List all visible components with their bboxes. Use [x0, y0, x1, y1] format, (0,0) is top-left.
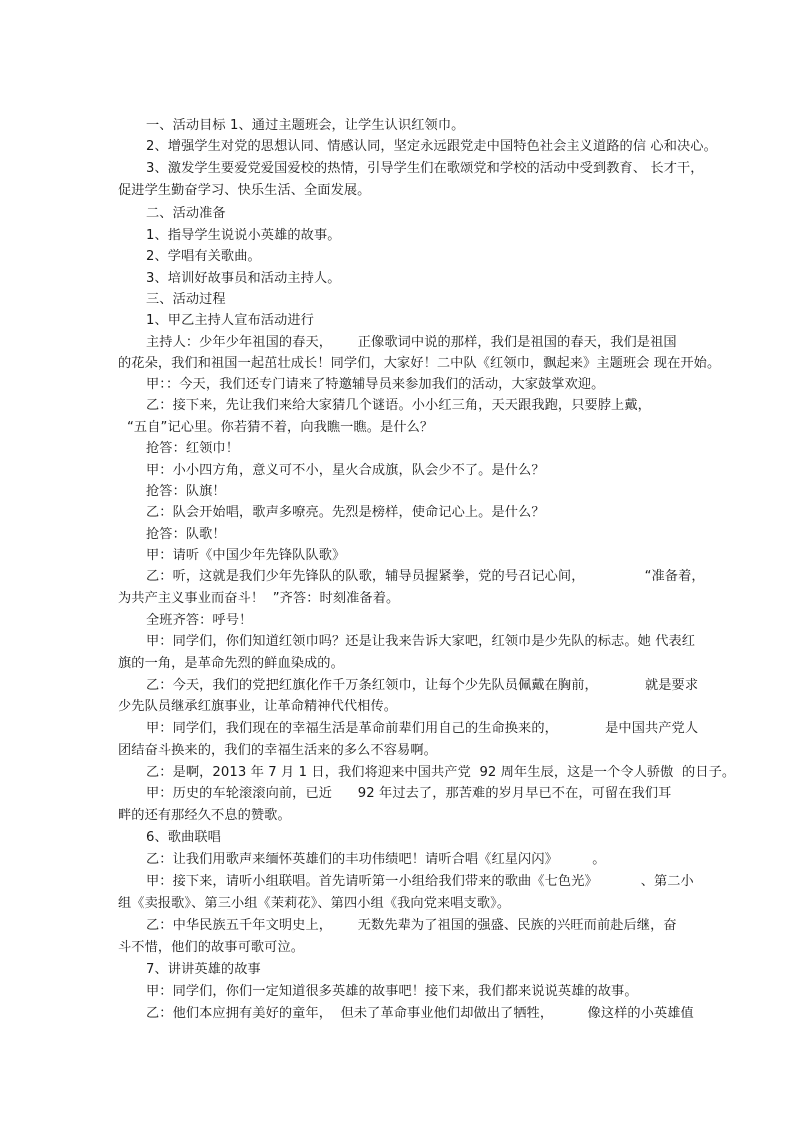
text-line: 斗不惜，他们的故事可歌可泣。 — [118, 940, 305, 955]
text-line: “五自”记心里。你若猜不着，向我瞧一瞧。是什么？ — [127, 420, 434, 435]
text-line: 6、歌曲联唱 — [146, 830, 221, 845]
text-line: 3、激发学生要爱党爱国爱校的热情，引导学生们在歌颂党和学校的活动中受到教育、 长才干， — [146, 161, 704, 176]
text-line: 团结奋斗换来的，我们的幸福生活来的多么不容易啊。 — [118, 743, 437, 758]
text-line: 甲：接下来，请听小组联唱。首先请听第一小组给我们带来的歌曲《七色光》 、第二小 — [146, 874, 694, 889]
text-line: 3、培训好故事员和活动主持人。 — [146, 271, 341, 286]
text-line: 7、讲讲英雄的故事 — [146, 962, 261, 977]
text-line: 乙：中华民族五千年文明史上， 无数先辈为了祖国的强盛、民族的兴旺而前赴后继，奋 — [146, 918, 677, 933]
text-line: 乙：听，这就是我们少年先锋队的队歌，辅导员握紧拳，党的号召记心间， “准备着， — [146, 569, 705, 584]
text-line: 抢答：队歌！ — [146, 527, 226, 542]
text-line: 组《卖报歌》、第三小组《茉莉花》、第四小组《我向党来唱支歌》。 — [118, 896, 511, 911]
text-line: 乙：让我们用歌声来缅怀英雄们的丰功伟绩吧！请听合唱《红星闪闪》 。 — [146, 852, 606, 867]
text-line: 甲：小小四方角，意义可不小，星火合成旗，队会少不了。是什么？ — [146, 463, 545, 478]
text-line: 乙：接下来，先让我们来给大家猜几个谜语。小小红三角，天天跟我跑，只要脖上戴， — [146, 398, 651, 413]
text-line: 乙：他们本应拥有美好的童年， 但未了革命事业他们却做出了牺牲， 像这样的小英雄值 — [146, 1006, 694, 1021]
text-line: 畔的还有那经久不息的赞歌。 — [118, 808, 291, 823]
text-line: 甲：请听《中国少年先锋队队歌》 — [146, 548, 346, 563]
text-line: 甲：历史的车轮滚滚向前，已近 92 年过去了，那苦难的岁月早已不在，可留在我们耳 — [146, 786, 672, 801]
text-line: 1、甲乙主持人宣布活动进行 — [146, 313, 314, 328]
text-line: 乙：队会开始唱，歌声多嘹亮。先烈是榜样，使命记心上。是什么？ — [146, 505, 545, 520]
text-line: 乙：是啊，2013 年 7 月 1 日，我们将迎来中国共产党 92 周年生辰，这是一个令人骄傲 的日子。 — [146, 765, 736, 780]
text-line: 2、学唱有关歌曲。 — [146, 249, 261, 264]
text-line: 二、活动准备 — [146, 206, 226, 221]
text-line: 旗的一角，是革命先烈的鲜血染成的。 — [118, 656, 344, 671]
text-line: 乙：今天，我们的党把红旗化作千万条红领巾，让每个少先队员佩戴在胸前， 就是要求 — [146, 678, 699, 693]
text-line: 2、增强学生对党的思想认同、情感认同，坚定永远跟党走中国特色社会主义道路的信 心和决心。 — [146, 139, 717, 154]
text-line: 少先队员继承红旗事业，让革命精神代代相传。 — [118, 699, 398, 714]
text-line: 全班齐答：呼号！ — [146, 613, 253, 628]
text-line: 的花朵，我们和祖国一起茁壮成长！同学们，大家好！二中队《红领巾，飘起来》主题班会 现在开始。 — [118, 356, 721, 371]
text-line: 一、活动目标 1、通过主题班会，让学生认识红领巾。 — [146, 118, 465, 133]
text-line: 三、活动过程 — [146, 292, 226, 307]
text-line: 为共产主义事业而奋斗！ ”齐答：时刻准备着。 — [118, 591, 400, 606]
text-line: 1、指导学生说说小英雄的故事。 — [146, 228, 341, 243]
text-line: 抢答：红领巾！ — [146, 441, 240, 456]
text-line: 促进学生勤奋学习、快乐生活、全面发展。 — [118, 183, 371, 198]
text-line: 甲：同学们，你们一定知道很多英雄的故事吧！接下来，我们都来说说英雄的故事。 — [146, 984, 638, 999]
text-line: 甲：同学们，我们现在的幸福生活是革命前辈们用自己的生命换来的， 是中国共产党人 — [146, 721, 699, 736]
text-line: 甲：：今天，我们还专门请来了特邀辅导员来参加我们的活动，大家鼓掌欢迎。 — [146, 377, 605, 392]
text-line: 主持人：少年少年祖国的春天， 正像歌词中说的那样，我们是祖国的春天，我们是祖国 — [146, 335, 677, 350]
text-line: 甲：同学们，你们知道红领巾吗？还是让我来告诉大家吧，红领巾是少先队的标志。她 代表红 — [146, 634, 696, 649]
text-line: 抢答：队旗！ — [146, 484, 226, 499]
